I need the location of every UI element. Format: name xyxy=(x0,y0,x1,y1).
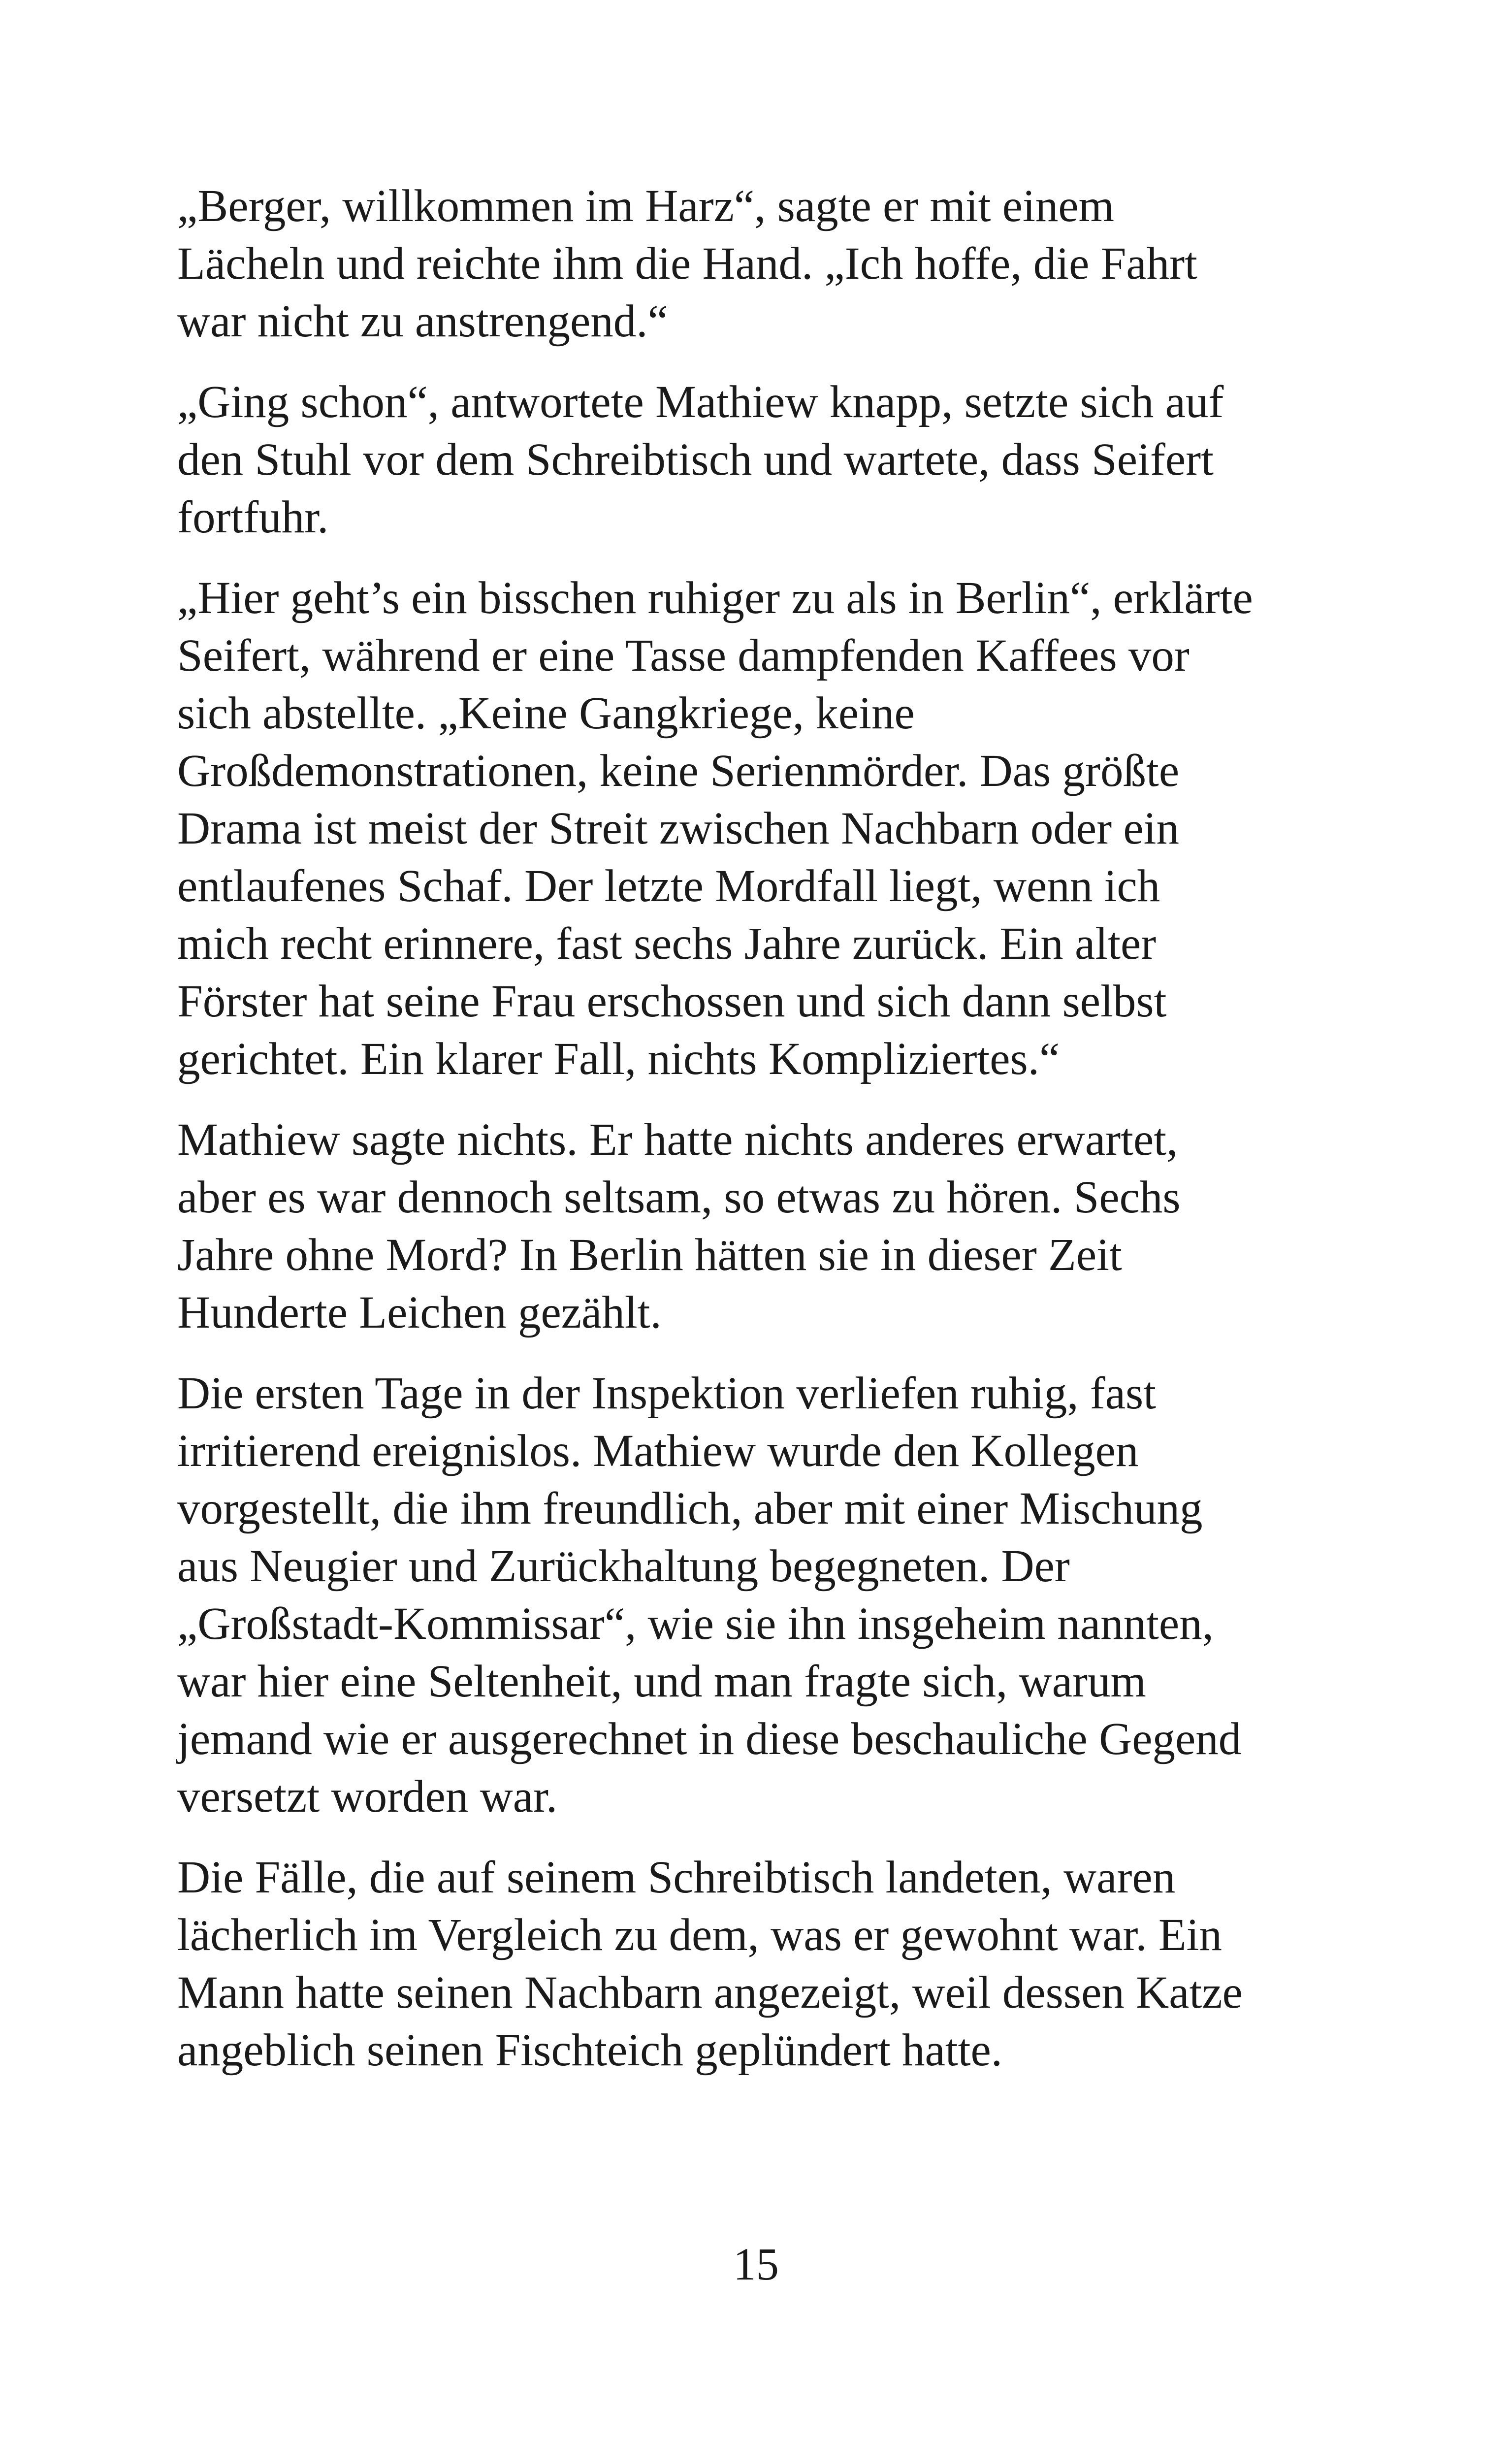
text-line: irritierend ereignislos. Mathiew wurde den Kollegen xyxy=(177,1426,1139,1476)
page-number: 15 xyxy=(733,2239,779,2290)
body-text xyxy=(177,177,1349,2102)
text-line: Lächeln und reichte ihm die Hand. „Ich hoffe, die Fahrt xyxy=(177,238,1197,289)
paragraph xyxy=(177,1849,1349,2079)
text-line: Die Fälle, die auf seinem Schreibtisch landeten, waren xyxy=(177,1852,1176,1903)
text-line: entlaufenes Schaf. Der letzte Mordfall liegt, wenn ich xyxy=(177,861,1160,912)
text-line: „Ging schon“, antwortete Mathiew knapp, setzte sich auf xyxy=(177,377,1224,427)
text-line: „Großstadt-Kommissar“, wie sie ihn insgeheim nannten, xyxy=(177,1598,1214,1649)
text-line: versetzt worden war. xyxy=(177,1771,558,1822)
text-line: Mathiew sagte nichts. Er hatte nichts anderes erwartet, xyxy=(177,1114,1178,1165)
paragraph xyxy=(177,373,1349,546)
text-line: jemand wie er ausgerechnet in diese beschauliche Gegend xyxy=(177,1714,1242,1764)
text-line: fortfuhr. xyxy=(177,492,329,543)
text-line: mich recht erinnere, fast sechs Jahre zurück. Ein alter xyxy=(177,918,1157,969)
paragraph xyxy=(177,177,1349,350)
text-line: Seifert, während er eine Tasse dampfenden Kaffees vor xyxy=(177,630,1190,681)
text-line: gerichtet. Ein klarer Fall, nichts Kompliziertes.“ xyxy=(177,1034,1060,1084)
text-line: Mann hatte seinen Nachbarn angezeigt, weil dessen Katze xyxy=(177,1967,1243,2018)
text-line: lächerlich im Vergleich zu dem, was er gewohnt war. Ein xyxy=(177,1910,1222,1960)
text-line: vorgestellt, die ihm freundlich, aber mit einer Mischung xyxy=(177,1483,1203,1534)
text-line: Jahre ohne Mord? In Berlin hätten sie in dieser Zeit xyxy=(177,1230,1122,1280)
text-line: den Stuhl vor dem Schreibtisch und wartete, dass Seifert xyxy=(177,434,1214,485)
text-line: Hunderte Leichen gezählt. xyxy=(177,1287,662,1338)
text-line: war hier eine Seltenheit, und man fragte sich, warum xyxy=(177,1656,1146,1707)
text-line: Großdemonstrationen, keine Serienmörder. Das größte xyxy=(177,746,1180,796)
text-line: sich abstellte. „Keine Gangkriege, keine xyxy=(177,688,915,739)
paragraph xyxy=(177,1111,1349,1341)
text-line: aus Neugier und Zurückhaltung begegneten. Der xyxy=(177,1541,1070,1592)
text-line: war nicht zu anstrengend.“ xyxy=(177,296,668,347)
text-line: Die ersten Tage in der Inspektion verliefen ruhig, fast xyxy=(177,1368,1157,1419)
text-line: angeblich seinen Fischteich geplündert hatte. xyxy=(177,2025,1003,2076)
text-line: Drama ist meist der Streit zwischen Nachbarn oder ein xyxy=(177,803,1179,854)
paragraph xyxy=(177,569,1349,1088)
paragraph xyxy=(177,1365,1349,1825)
text-line: Förster hat seine Frau erschossen und sich dann selbst xyxy=(177,976,1167,1027)
text-line: „Berger, willkommen im Harz“, sagte er mit einem xyxy=(177,181,1115,231)
text-line: „Hier geht’s ein bisschen ruhiger zu als in Berlin“, erklärte xyxy=(177,573,1253,623)
text-line: aber es war dennoch seltsam, so etwas zu hören. Sechs xyxy=(177,1172,1181,1223)
